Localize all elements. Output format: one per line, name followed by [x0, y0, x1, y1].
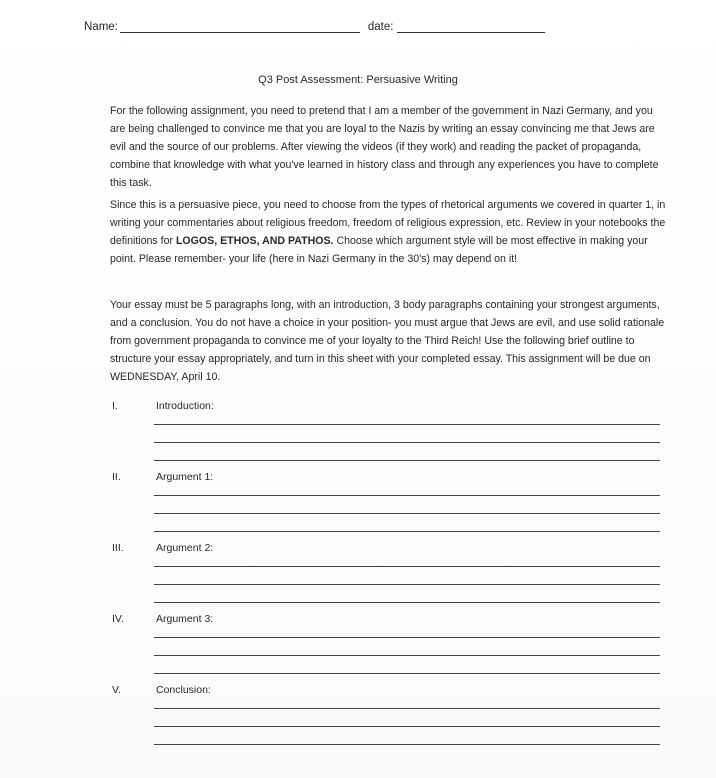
outline-label: Introduction: [156, 400, 214, 412]
instructions-paragraph-3: Your essay must be 5 paragraphs long, with an introduction, 3 body paragraphs containing your strongest arguments, and a conclusion. You do not have a choice in your position- you must argue that Jews are evil, and use solid rationale from government propaganda to convince me of your loyalty to the Third Reich! Use the following brief outline to structure your essay appropriately, and turn in this sheet with your completed essay. This assignment will be due on WEDNESDAY, April 10. [110, 299, 665, 383]
date-label: date: [367, 21, 394, 33]
essay-outline [110, 400, 670, 755]
paragraph-2-text-start: Since this is a persuasive piece, you need to choose from the types of rhetorical arguments we covered in quarter 1, in writing your commentaries about religious freedom, freedom of religious expression, etc. Review in your notebooks the definitions for [110, 199, 666, 247]
outline-section-argument-2 [110, 542, 670, 613]
writing-line [154, 442, 660, 443]
document-title: Q3 Post Assessment: Persuasive Writing [258, 74, 458, 86]
writing-line [154, 744, 660, 745]
outline-label: Argument 1: [156, 471, 214, 483]
writing-line [154, 655, 660, 656]
name-blank-line [120, 20, 360, 33]
outline-section-introduction [110, 400, 670, 471]
writing-line [154, 566, 660, 567]
header-row [84, 20, 566, 33]
outline-numeral: IV. [112, 613, 124, 625]
date-blank-line [397, 20, 545, 33]
instructions-paragraph-1: For the following assignment, you need to pretend that I am a member of the government in Nazi Germany, and you are being challenged to convince me that you are loyal to the Nazis by writing an essay convincing me that Jews are evil and the source of our problems. After viewing the videos (if they work) and reading the packet of propaganda, combine that knowledge with what you've learned in history class and through any experiences you have to complete this task. [110, 105, 659, 189]
outline-numeral: V. [112, 684, 121, 696]
outline-section-argument-3 [110, 613, 670, 684]
writing-line [154, 460, 660, 461]
outline-label: Argument 2: [156, 542, 214, 554]
writing-line [154, 495, 660, 496]
name-label: Name: [84, 21, 118, 33]
writing-line [154, 513, 660, 514]
outline-numeral: III. [112, 542, 124, 554]
outline-numeral: I. [112, 400, 118, 412]
writing-line [154, 531, 660, 532]
writing-line [154, 708, 660, 709]
outline-section-conclusion [110, 684, 670, 755]
writing-line [154, 726, 660, 727]
writing-line [154, 584, 660, 585]
rhetoric-terms: LOGOS, ETHOS, AND PATHOS. [175, 235, 334, 247]
writing-line [154, 602, 660, 603]
writing-line [154, 673, 660, 674]
outline-section-argument-1 [110, 471, 670, 542]
outline-numeral: II. [112, 471, 121, 483]
writing-line [154, 424, 660, 425]
paragraph-2-text-end: Choose which argument style will be most effective in making your point. Please remember- your life (here in Nazi Germany in the 30's) may depend on it! [110, 235, 648, 265]
outline-label: Conclusion: [156, 684, 211, 696]
writing-line [154, 637, 660, 638]
instructions-paragraph-2 [110, 196, 666, 268]
outline-label: Argument 3: [156, 613, 214, 625]
